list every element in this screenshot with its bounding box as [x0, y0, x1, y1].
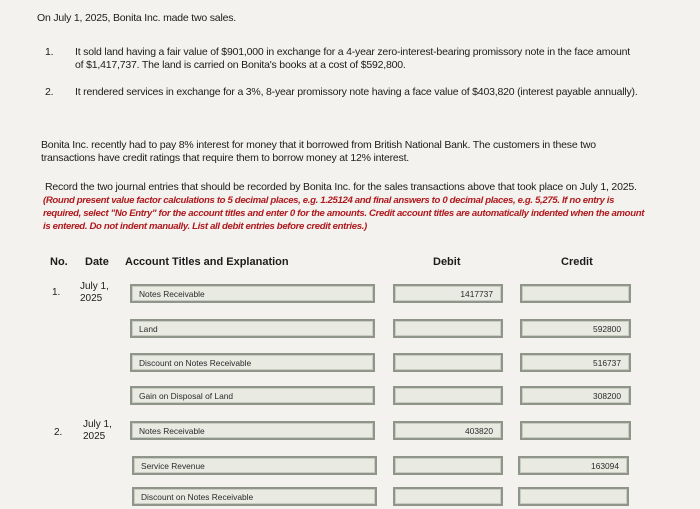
account-title-value: Notes Receivable: [139, 426, 205, 436]
intro-text: On July 1, 2025, Bonita Inc. made two sales.: [37, 12, 236, 24]
entry-date: [80, 281, 120, 305]
debit-input[interactable]: [393, 353, 503, 372]
item-1-line-2: of $1,417,737. The land is carried on Bonita's books at a cost of $592,800.: [75, 59, 406, 71]
date-line: July 1,: [83, 419, 112, 430]
col-header-date: Date: [85, 256, 109, 268]
col-header-credit: Credit: [561, 256, 593, 268]
item-1-line-1: It sold land having a fair value of $901,000 in exchange for a 4-year zero-interest-bearing promissory note in the face amount: [75, 46, 630, 58]
account-title-value: Discount on Notes Receivable: [139, 358, 252, 368]
credit-value: 592800: [593, 324, 621, 334]
credit-input[interactable]: [520, 421, 631, 440]
account-title-input[interactable]: [132, 487, 377, 506]
account-title-input[interactable]: [130, 386, 375, 405]
instructions-note-line-3: is entered. Do not indent manually. List all debit entries before credit entries.): [43, 221, 367, 232]
col-header-account: Account Titles and Explanation: [125, 256, 289, 268]
item-number: 2.: [45, 86, 54, 98]
credit-value: 516737: [593, 358, 621, 368]
credit-value: 163094: [591, 461, 619, 471]
credit-input[interactable]: [520, 353, 631, 372]
col-header-no: No.: [50, 256, 68, 268]
date-line: July 1,: [80, 281, 109, 292]
entry-date: [83, 419, 123, 443]
account-title-input[interactable]: [132, 456, 377, 475]
context-line-1: Bonita Inc. recently had to pay 8% interest for money that it borrowed from British National Bank. The customers in these two: [41, 139, 596, 151]
debit-input[interactable]: [393, 456, 503, 475]
debit-input[interactable]: [393, 319, 503, 338]
debit-input[interactable]: [393, 386, 503, 405]
account-title-value: Service Revenue: [141, 461, 205, 471]
debit-value: 403820: [465, 426, 493, 436]
date-line: 2025: [83, 431, 106, 442]
item-number: 1.: [45, 46, 54, 58]
credit-input[interactable]: [518, 487, 629, 506]
account-title-value: Gain on Disposal of Land: [139, 391, 234, 401]
entry-number: 2.: [54, 427, 63, 438]
context-line-2: transactions have credit ratings that require them to borrow money at 12% interest.: [41, 152, 410, 164]
account-title-input[interactable]: [130, 421, 375, 440]
debit-input[interactable]: [393, 421, 503, 440]
account-title-value: Discount on Notes Receivable: [141, 492, 254, 502]
credit-input[interactable]: [520, 284, 631, 303]
instructions-note-line-2: required, select "No Entry" for the account titles and enter 0 for the amounts. Credit account titles are automatically indented when the amount: [43, 208, 645, 219]
date-line: 2025: [80, 293, 103, 304]
credit-input[interactable]: [520, 386, 631, 405]
credit-input[interactable]: [518, 456, 629, 475]
instructions-note-line-1: (Round present value factor calculations to 5 decimal places, e.g. 1.25124 and final answers to 0 decimal places, e.g. 5,275. If no entry is: [43, 195, 615, 206]
account-title-input[interactable]: [130, 319, 375, 338]
instructions-line-1: Record the two journal entries that should be recorded by Bonita Inc. for the sales transactions above that took place on July 1, 2025.: [45, 181, 637, 193]
account-title-value: Land: [139, 324, 158, 334]
account-title-input[interactable]: [130, 353, 375, 372]
debit-input[interactable]: [393, 284, 503, 303]
account-title-value: Notes Receivable: [139, 289, 205, 299]
credit-input[interactable]: [520, 319, 631, 338]
item-2-line-1: It rendered services in exchange for a 3%, 8-year promissory note having a face value of $403,820 (interest payable annually).: [75, 86, 638, 98]
debit-input[interactable]: [393, 487, 503, 506]
account-title-input[interactable]: [130, 284, 375, 303]
debit-value: 1417737: [460, 289, 493, 299]
col-header-debit: Debit: [433, 256, 461, 268]
credit-value: 308200: [593, 391, 621, 401]
entry-number: 1.: [52, 287, 61, 298]
